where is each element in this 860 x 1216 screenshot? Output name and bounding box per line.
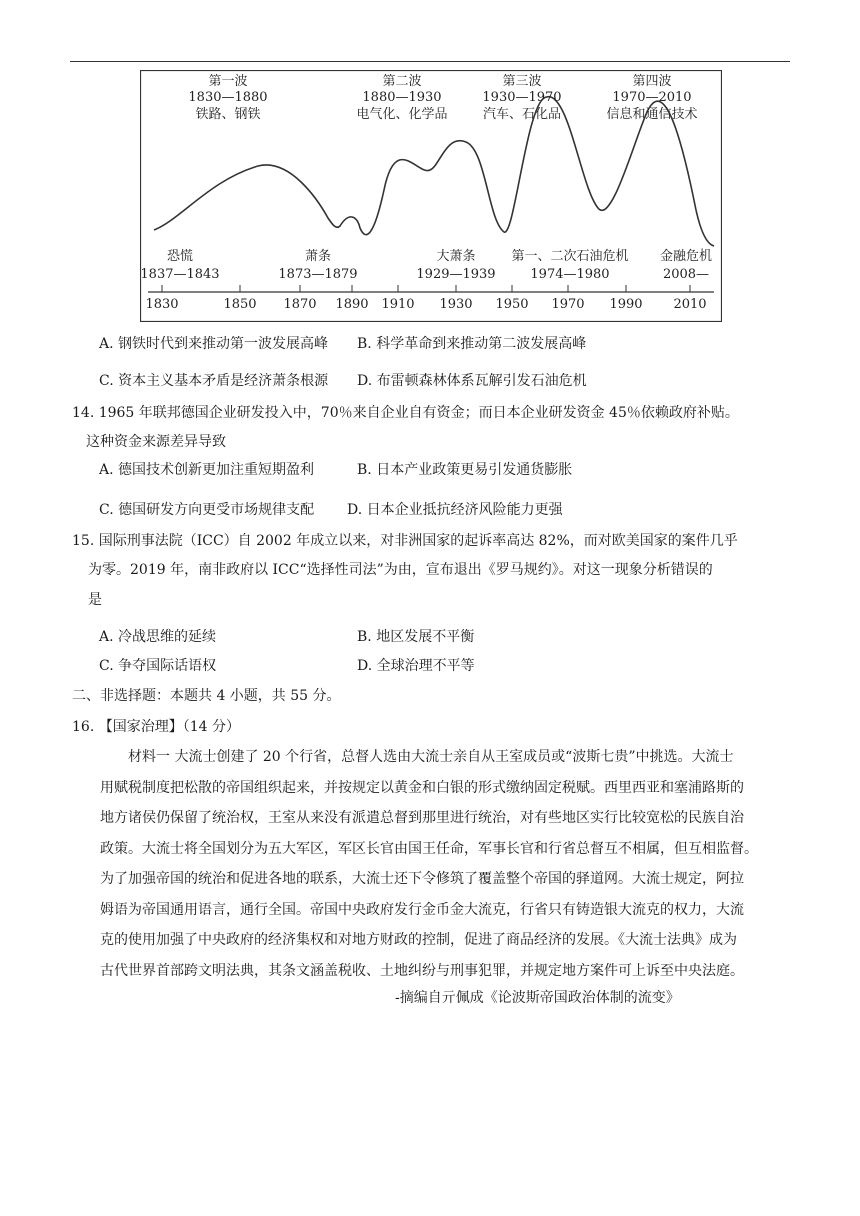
q15-stem-line-2: 为零。2019 年，南非政府以 ICC“选择性司法”为由，宣布退出《罗马规约》。对这一现象分析错误的 bbox=[88, 562, 713, 578]
q14-stem-line-2: 这种资金来源差异导致 bbox=[86, 434, 226, 450]
q15-stem-line-1: 15. 国际刑事法院（ICC）自 2002 年成立以来，对非洲国家的起诉率高达 82%，而对欧美国家的案件几乎 bbox=[72, 533, 738, 549]
crisis-years: 1929—1939 bbox=[416, 267, 496, 282]
q15-option-a: A. 冷战思维的延续 bbox=[99, 629, 217, 645]
material-line: 为了加强帝国的统治和促进各地的联系，大流士还下令修筑了覆盖整个帝国的驿道网。大流士规定，阿拉 bbox=[100, 871, 744, 887]
q14-option-d: D. 日本企业抵抗经济风险能力更强 bbox=[347, 502, 563, 518]
crisis-name: 金融危机 bbox=[659, 249, 713, 264]
material-line: 政策。大流士将全国划分为五大军区，军区长官由国王任命，军事长官和行省总督互不相属，但互相监督。 bbox=[100, 840, 758, 857]
crisis-years: 2008— bbox=[662, 267, 710, 282]
wave-desc: 电气化、化学品 bbox=[356, 107, 448, 122]
material-line: 材料一 大流士创建了 20 个行省，总督人选由大流士亲自从王室成员或“波斯七贵”中挑选。大流士 bbox=[128, 749, 734, 765]
material-line: 用赋税制度把松散的帝国组织起来，并按规定以黄金和白银的形式缴纳固定税赋。西里西亚和塞浦路斯的 bbox=[100, 779, 744, 796]
q13-option-b: B. 科学革命到来推动第二波发展高峰 bbox=[357, 336, 587, 352]
crisis-years: 1974—1980 bbox=[530, 267, 610, 282]
q14-stem-line-1: 14. 1965 年联邦德国企业研发投入中，70％来自企业自有资金；而日本企业研发资金 45％依赖政府补贴。 bbox=[72, 405, 739, 421]
material-source: -摘编自亓佩成《论波斯帝国政治体制的流变》 bbox=[395, 990, 680, 1006]
x-tick-label: 1930 bbox=[439, 297, 473, 312]
q15-option-b: B. 地区发展不平衡 bbox=[357, 629, 475, 645]
material-line: 姆语为帝国通用语言，通行全国。帝国中央政府发行金币金大流克，行省只有铸造银大流克的权力，大流 bbox=[100, 901, 744, 918]
q13-option-d: D. 布雷顿森林体系瓦解引发石油危机 bbox=[357, 373, 587, 389]
top-rule bbox=[70, 61, 790, 62]
wave-years: 1930—1970 bbox=[482, 90, 562, 105]
q14-option-a: A. 德国技术创新更加注重短期盈利 bbox=[99, 462, 315, 478]
crisis-name: 恐慌 bbox=[166, 249, 194, 264]
wave-desc: 信息和通信技术 bbox=[606, 107, 698, 122]
q14-option-c: C. 德国研发方向更受市场规律支配 bbox=[99, 502, 315, 518]
long-wave-figure bbox=[140, 70, 722, 322]
section-heading: 二、非选择题：本题共 4 小题，共 55 分。 bbox=[72, 688, 341, 704]
wave-years: 1880—1930 bbox=[362, 90, 442, 105]
wave-name: 第一波 bbox=[208, 74, 248, 89]
crisis-years: 1837—1843 bbox=[140, 267, 220, 282]
x-tick-label: 1890 bbox=[335, 297, 369, 312]
x-tick-label: 1970 bbox=[551, 297, 585, 312]
material-line: 地方诸侯仍保留了统治权，王室从来没有派遣总督到那里进行统治，对有些地区实行比较宽松的民族自治 bbox=[100, 810, 744, 826]
q15-option-c: C. 争夺国际话语权 bbox=[99, 658, 217, 674]
q13-option-a: A. 钢铁时代到来推动第一波发展高峰 bbox=[99, 336, 329, 352]
x-tick-label: 1910 bbox=[381, 297, 415, 312]
crisis-name: 萧条 bbox=[304, 249, 332, 264]
x-tick-label: 2010 bbox=[673, 297, 707, 312]
material-line: 古代世界首部跨文明法典，其条文涵盖税收、土地纠纷与刑事犯罪，并规定地方案件可上诉至中央法庭。 bbox=[100, 962, 744, 979]
x-tick-label: 1950 bbox=[495, 297, 529, 312]
material-line: 克的使用加强了中央政府的经济集权和对地方财政的控制，促进了商品经济的发展。《大流士法典》成为 bbox=[100, 932, 737, 948]
x-tick-label: 1990 bbox=[609, 297, 643, 312]
x-tick-label: 1830 bbox=[145, 297, 179, 312]
q15-option-d: D. 全球治理不平等 bbox=[357, 658, 475, 674]
q16-title: 16. 【国家治理】（14 分） bbox=[72, 719, 240, 735]
q13-option-c: C. 资本主义基本矛盾是经济萧条根源 bbox=[99, 373, 329, 389]
x-tick-label: 1850 bbox=[223, 297, 257, 312]
x-tick-label: 1870 bbox=[283, 297, 317, 312]
wave-name: 第三波 bbox=[502, 74, 542, 89]
wave-desc: 汽车、石化品 bbox=[482, 107, 562, 122]
wave-years: 1830—1880 bbox=[188, 90, 268, 105]
crisis-name: 大萧条 bbox=[436, 249, 476, 264]
crisis-name: 第一、二次石油危机 bbox=[511, 249, 629, 264]
q15-stem-line-3: 是 bbox=[88, 592, 102, 608]
wave-name: 第四波 bbox=[632, 74, 672, 89]
crisis-years: 1873—1879 bbox=[278, 267, 358, 282]
wave-years: 1970—2010 bbox=[612, 90, 692, 105]
q16-material bbox=[100, 742, 772, 986]
wave-name: 第二波 bbox=[382, 74, 422, 89]
q14-option-b: B. 日本产业政策更易引发通货膨胀 bbox=[357, 462, 573, 478]
wave-desc: 铁路、钢铁 bbox=[195, 107, 261, 122]
